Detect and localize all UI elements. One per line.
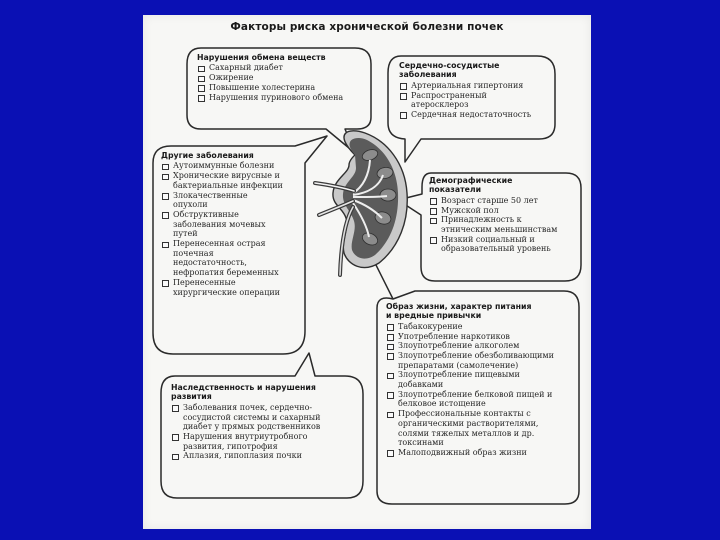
list-item: Перенесенная острая почечная недостаточность, нефропатия беременных (161, 239, 303, 278)
list-item: Аплазия, гипоплазия почки (171, 451, 361, 461)
list-item: Табакокурение (386, 322, 576, 332)
heredity-title: Наследственность и нарушения развития (171, 383, 316, 402)
list-item: Возраст старше 50 лет (429, 196, 581, 206)
cardio-title: Сердечно-сосудистые заболевания (399, 61, 500, 80)
list-item: Аутоиммунные болезни (161, 161, 303, 171)
list-item: Сердечная недостаточность (399, 110, 555, 120)
list-item: Малоподвижный образ жизни (386, 448, 576, 458)
list-item: Перенесенные хирургические операции (161, 278, 303, 297)
kidney-illustration (315, 131, 407, 275)
page-title: Факторы риска хронической болезни почек (230, 21, 504, 33)
list-item: Распространеный атеросклероз (399, 91, 555, 110)
list-item: Низкий социальный и образовательный уровень (429, 235, 581, 254)
list-item: Принадлежность к этническим меньшинствам (429, 215, 581, 234)
list-item: Злоупотребление пищевыми добавками (386, 370, 576, 389)
list-item: Мужской пол (429, 206, 581, 216)
list-item: Злокачественные опухоли (161, 191, 303, 210)
list-item: Обструктивные заболевания мочевых путей (161, 210, 303, 239)
list-item: Сахарный диабет (197, 63, 369, 73)
list-item: Злоупотребление белковой пищей и белковое истощение (386, 390, 576, 409)
list-item: Хронические вирусные и бактериальные инфекции (161, 171, 303, 190)
demographic-title: Демографические показатели (429, 176, 513, 195)
metabolism-list (197, 63, 369, 102)
metabolism-group (197, 53, 369, 102)
list-item: Артериальная гипертония (399, 81, 555, 91)
other-diseases-title: Другие заболевания (161, 151, 254, 160)
list-item: Повышение холестерина (197, 83, 369, 93)
metabolism-title: Нарушения обмена веществ (197, 53, 326, 62)
heredity-list (171, 403, 361, 461)
demographic-group (429, 176, 581, 254)
list-item: Профессиональные контакты с органическими растворителями, солями тяжелых металлов и др. токсинами (386, 409, 576, 448)
scanned-page (143, 15, 591, 529)
list-item: Нарушения внутриутробного развития, гипотрофия (171, 432, 361, 451)
cardio-group (399, 61, 555, 120)
other-diseases-list (161, 161, 303, 297)
list-item: Злоупотребление алкоголем (386, 341, 576, 351)
lifestyle-title: Образ жизни, характер питания и вредные привычки (386, 302, 532, 321)
other-diseases-group (161, 151, 303, 297)
list-item: Злоупотребление обезболивающими препаратами (самолечение) (386, 351, 576, 370)
list-item: Ожирение (197, 73, 369, 83)
list-item: Употребление наркотиков (386, 332, 576, 342)
lifestyle-list (386, 322, 576, 458)
list-item: Заболевания почек, сердечно- сосудистой системы и сахарный диабет у прямых родственников (171, 403, 361, 432)
lifestyle-group (386, 302, 576, 458)
demographic-list (429, 196, 581, 254)
heredity-group (171, 383, 361, 461)
cardio-list (399, 81, 555, 120)
list-item: Нарушения пуринового обмена (197, 93, 369, 103)
